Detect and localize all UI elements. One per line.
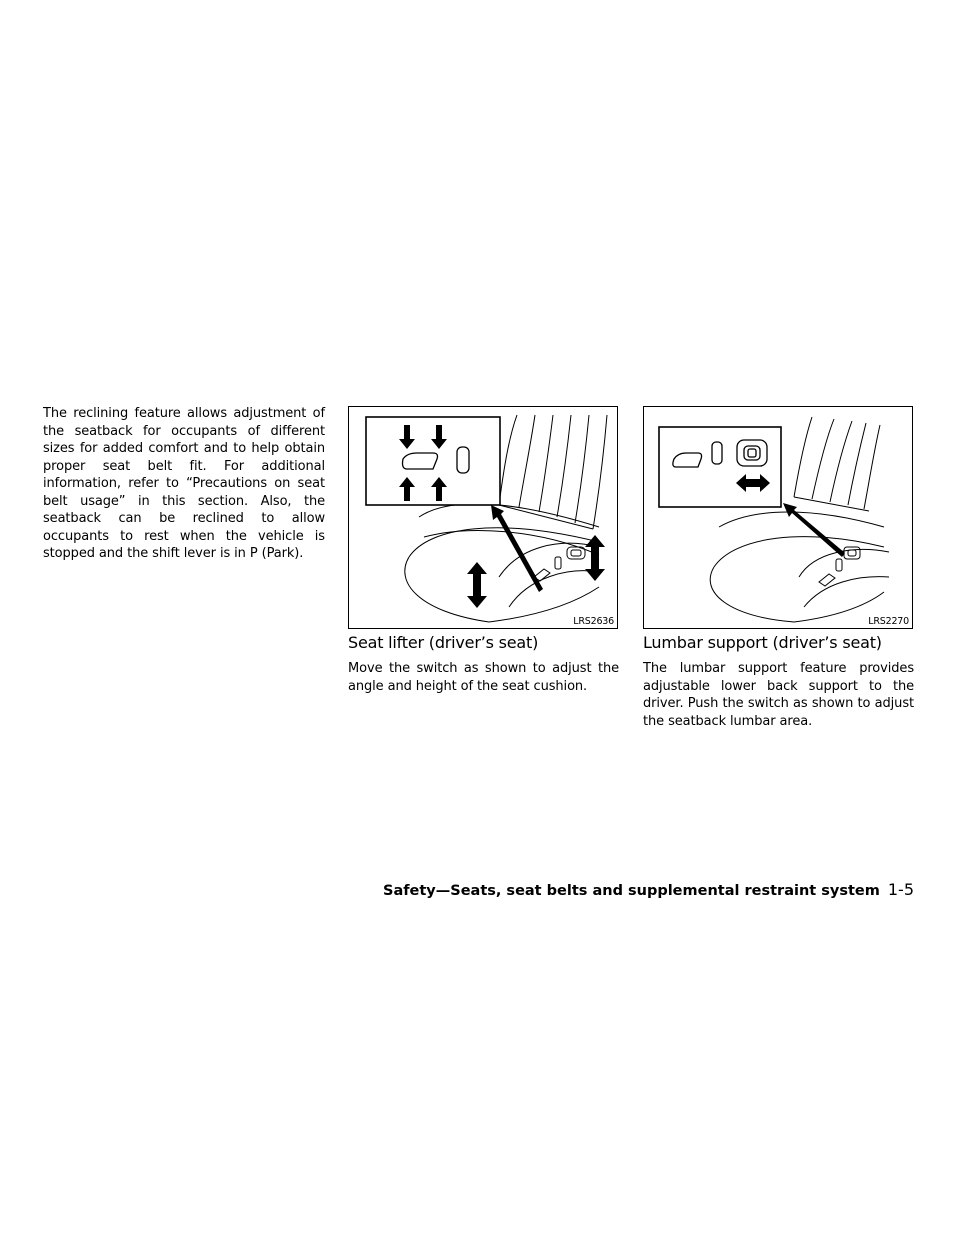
page-footer <box>383 880 914 899</box>
lumbar-support-paragraph: The lumbar support feature provides adjustable lower back support to the driver. Push the switch as shown to adjust the seatback lumbar area. <box>643 661 914 729</box>
lumbar-support-drawing <box>644 407 913 629</box>
seat-lifter-heading: Seat lifter (driver’s seat) <box>348 633 539 652</box>
intro-paragraph: The reclining feature allows adjustment of the seatback for occupants of different sizes for added comfort and to help obtain proper seat belt fit. For additional information, refer to “Precautions on seat belt usage” in this section. Also, the seatback can be reclined to allow occupants to rest when the vehicle is stopped and the shift lever is in P (Park). <box>43 406 325 561</box>
figure-code: LRS2270 <box>868 616 909 627</box>
seat-lifter-drawing <box>349 407 618 629</box>
figure-code: LRS2636 <box>573 616 614 627</box>
lumbar-support-heading: Lumbar support (driver’s seat) <box>643 633 882 652</box>
footer-section-title: Safety—Seats, seat belts and supplemental restraint system <box>383 883 880 899</box>
page-number: 1-5 <box>887 880 914 899</box>
lumbar-support-illustration <box>643 406 913 629</box>
seat-lifter-illustration <box>348 406 618 629</box>
seat-lifter-paragraph: Move the switch as shown to adjust the angle and height of the seat cushion. <box>348 661 619 694</box>
